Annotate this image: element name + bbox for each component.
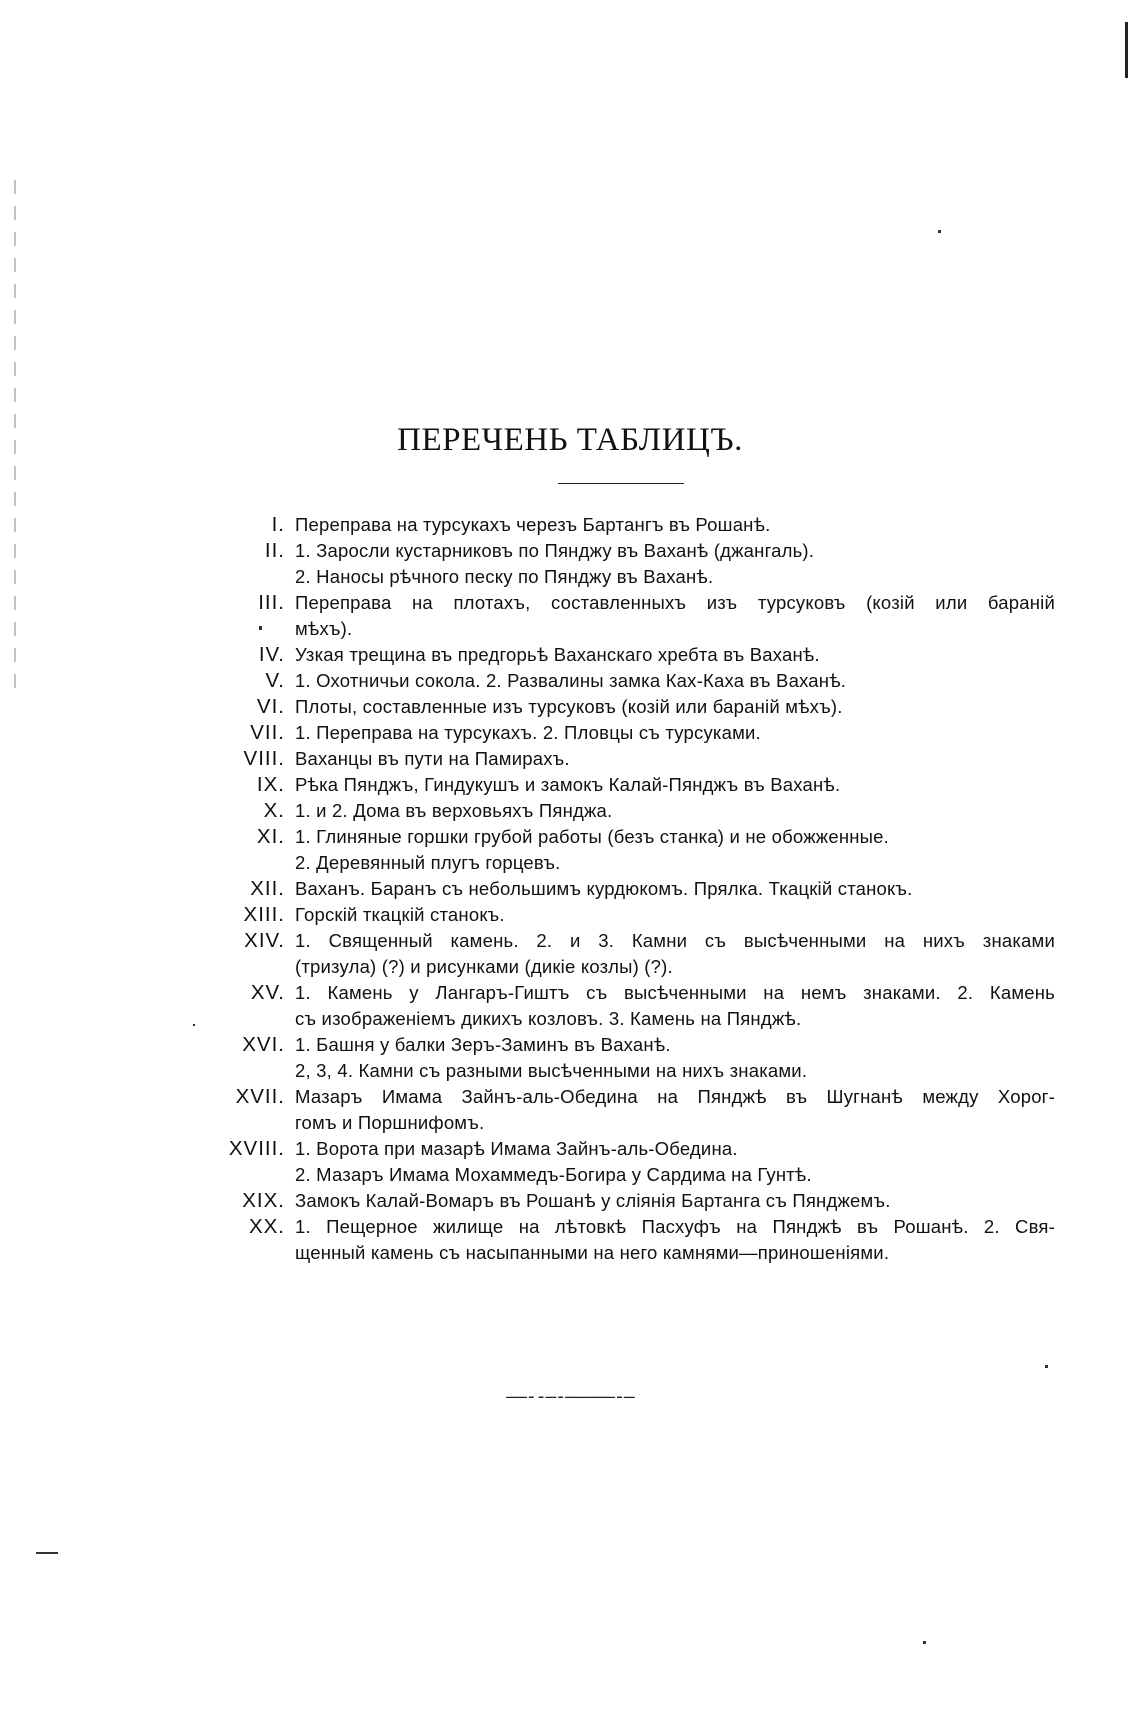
plate-description — [295, 928, 1055, 980]
plate-entry — [180, 668, 1060, 694]
plate-description-line: 2. Наносы рѣчного песку по Пянджу въ Ваханѣ. — [295, 566, 714, 587]
plate-description-line: Переправа на плотахъ, составленныхъ изъ турсуковъ (козій или бараній — [295, 592, 1055, 613]
plate-description-line: 2, 3, 4. Камни съ разными высѣченными на нихъ знаками. — [295, 1060, 808, 1081]
plate-entry — [180, 798, 1060, 824]
plate-number: III. — [258, 591, 285, 614]
plate-description-line: 1. и 2. Дома въ верховьяхъ Пянджа. — [295, 800, 613, 821]
plate-description-line: Рѣка Пянджъ, Гиндукушъ и замокъ Калай-Пянджъ въ Ваханѣ. — [295, 774, 841, 795]
table-of-plates-list — [180, 512, 1060, 1266]
plate-description-line: Ваханъ. Баранъ съ небольшимъ курдюкомъ. Прялка. Ткацкій станокъ. — [295, 878, 913, 899]
plate-description — [295, 642, 1055, 668]
plate-number: XVIII. — [228, 1137, 285, 1160]
plate-description — [295, 980, 1055, 1032]
plate-entry — [180, 1032, 1060, 1084]
plate-number: XI. — [256, 825, 285, 848]
plate-entry — [180, 1084, 1060, 1136]
end-ornament-rule: ——‑‑—‑—————‑— — [506, 1388, 634, 1408]
plate-description — [295, 798, 1055, 824]
plate-entry — [180, 642, 1060, 668]
plate-description-line: съ изображеніемъ дикихъ козловъ. 3. Камень на Пянджѣ. — [295, 1008, 802, 1029]
plate-description — [295, 720, 1055, 746]
plate-entry — [180, 512, 1060, 538]
plate-description-line: щенный камень съ насыпанными на него камнями—приношеніями. — [295, 1242, 890, 1263]
plate-description-line: 1. Священный камень. 2. и 3. Камни съ высѣченными на нихъ знаками — [295, 930, 1055, 951]
plate-description-line: 2. Деревянный плугъ горцевъ. — [295, 852, 561, 873]
plate-number: IV. — [258, 643, 285, 666]
plate-description — [295, 1188, 1055, 1214]
plate-description — [295, 538, 1055, 590]
plate-entry — [180, 746, 1060, 772]
plate-number: VII. — [250, 721, 285, 744]
plate-description — [295, 1214, 1055, 1266]
plate-entry — [180, 590, 1060, 642]
plate-number: II. — [264, 539, 285, 562]
plate-description-line: мѣхъ). — [295, 618, 353, 639]
plate-entry — [180, 1214, 1060, 1266]
plate-description-line: Плоты, составленные изъ турсуковъ (козій или бараній мѣхъ). — [295, 696, 843, 717]
plate-description — [295, 512, 1055, 538]
plate-entry — [180, 980, 1060, 1032]
plate-number: VIII. — [243, 747, 285, 770]
plate-description-line: 2. Мазаръ Имама Мохаммедъ-Богира у Сардима на Гунтѣ. — [295, 1164, 812, 1185]
plate-description-line: 1. Камень у Лангаръ-Гиштъ съ высѣченными на немъ знаками. 2. Камень — [295, 982, 1055, 1003]
plate-number: XX. — [248, 1215, 285, 1238]
plate-description-line: (тризула) (?) и рисунками (дикіе козлы) (?). — [295, 956, 673, 977]
plate-entry — [180, 1136, 1060, 1188]
plate-number: I. — [271, 513, 285, 536]
plate-description-line: Мазаръ Имама Зайнъ-аль-Обедина на Пянджѣ въ Шугнанѣ между Хорог- — [295, 1086, 1055, 1107]
plate-number: X. — [263, 799, 285, 822]
plate-entry — [180, 876, 1060, 902]
plate-number: IX. — [256, 773, 285, 796]
plate-description — [295, 590, 1055, 642]
plate-description-line: 1. Башня у балки Зеръ-Заминъ въ Ваханѣ. — [295, 1034, 671, 1055]
plate-number: XIX. — [242, 1189, 285, 1212]
plate-description-line: 1. Глиняные горшки грубой работы (безъ станка) и не обожженные. — [295, 826, 889, 847]
plate-number: XVI. — [242, 1033, 285, 1056]
plate-description — [295, 876, 1055, 902]
plate-description — [295, 694, 1055, 720]
plate-description-line: Узкая трещина въ предгорьѣ Ваханскаго хребта въ Ваханѣ. — [295, 644, 820, 665]
plate-description-line: Переправа на турсукахъ черезъ Бартангъ въ Рошанѣ. — [295, 514, 771, 535]
plate-description — [295, 1032, 1055, 1084]
plate-description — [295, 668, 1055, 694]
plate-description-line: 1. Переправа на турсукахъ. 2. Пловцы съ турсуками. — [295, 722, 761, 743]
plate-description — [295, 1084, 1055, 1136]
plate-description — [295, 772, 1055, 798]
plate-number: XII. — [250, 877, 285, 900]
plate-entry — [180, 694, 1060, 720]
plate-number: XIV. — [244, 929, 285, 952]
plate-description — [295, 824, 1055, 876]
plate-description — [295, 1136, 1055, 1188]
plate-entry — [180, 1188, 1060, 1214]
plate-entry — [180, 824, 1060, 876]
title-underline-rule — [558, 483, 684, 484]
plate-description — [295, 746, 1055, 772]
plate-description-line: 1. Заросли кустарниковъ по Пянджу въ Ваханѣ (джангаль). — [295, 540, 815, 561]
plate-number: V. — [265, 669, 285, 692]
plate-number: VI. — [256, 695, 285, 718]
plate-description-line: 1. Пещерное жилище на лѣтовкѣ Пасхуфъ на Пянджѣ въ Рошанѣ. 2. Свя- — [295, 1216, 1055, 1237]
plate-entry — [180, 772, 1060, 798]
plate-description-line: 1. Охотничьи сокола. 2. Развалины замка Ках-Каха въ Ваханѣ. — [295, 670, 847, 691]
page-title: ПЕРЕЧЕНЬ ТАБЛИЦЪ. — [397, 422, 743, 458]
page-edge-mark — [1125, 22, 1128, 78]
plate-description-line: 1. Ворота при мазарѣ Имама Зайнъ-аль-Обедина. — [295, 1138, 738, 1159]
plate-description-line: гомъ и Поршнифомъ. — [295, 1112, 485, 1133]
plate-description-line: Ваханцы въ пути на Памирахъ. — [295, 748, 570, 769]
plate-description — [295, 902, 1055, 928]
plate-entry — [180, 902, 1060, 928]
plate-description-line: Горскій ткацкій станокъ. — [295, 904, 505, 925]
plate-number: XV. — [250, 981, 285, 1004]
plate-entry — [180, 720, 1060, 746]
plate-description-line: Замокъ Калай-Вомаръ въ Рошанѣ у сліянія Бартанга съ Пянджемъ. — [295, 1190, 891, 1211]
plate-number: XIII. — [243, 903, 285, 926]
plate-number: XVII. — [235, 1085, 285, 1108]
plate-entry — [180, 538, 1060, 590]
plate-entry — [180, 928, 1060, 980]
